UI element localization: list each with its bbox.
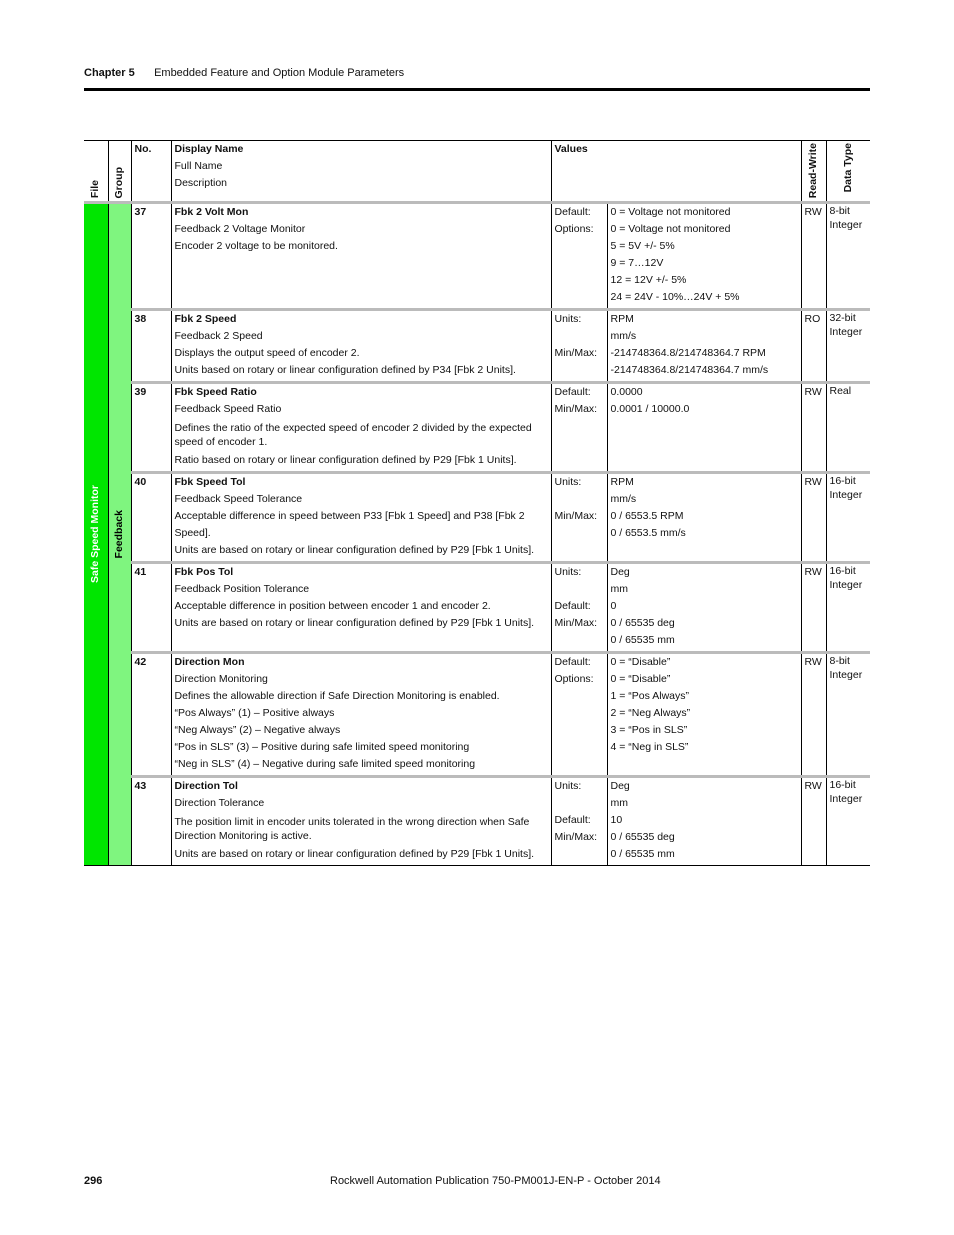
param-number: 40 — [131, 473, 171, 563]
value-item: 4 = “Neg in SLS” — [610, 741, 689, 753]
parameter-row — [84, 777, 870, 866]
file-cell — [84, 203, 108, 866]
param-description: Units are based on rotary or linear configuration defined by P29 [Fbk 1 Units]. — [174, 544, 535, 556]
param-description: Defines the ratio of the expected speed of encoder 2 divided by the expected speed of encoder 1. — [174, 422, 532, 448]
read-write-value: RW — [801, 653, 826, 777]
value-item: -214748364.8/214748364.7 RPM — [610, 347, 766, 359]
value-label: Default: — [554, 600, 591, 612]
read-write-value: RW — [801, 203, 826, 310]
page-number: 296 — [84, 1175, 103, 1187]
col-file-header: File — [84, 141, 108, 203]
col-read-write-header: Read-Write — [801, 141, 826, 203]
value-item: mm — [610, 797, 628, 809]
value-item: RPM — [610, 313, 634, 325]
value-label — [555, 705, 607, 722]
parameter-row — [84, 383, 870, 473]
read-write-value: RW — [801, 777, 826, 866]
param-description: Units are based on rotary or linear configuration defined by P29 [Fbk 1 Units]. — [174, 848, 535, 860]
value-label: Options: — [554, 223, 594, 235]
values-cell — [607, 473, 801, 563]
param-name-cell — [171, 310, 551, 383]
value-label: Units: — [554, 566, 582, 578]
data-type-cell — [826, 383, 870, 473]
value-label — [555, 722, 607, 739]
read-write-value: RW — [801, 473, 826, 563]
value-label: Min/Max: — [554, 510, 598, 522]
value-label: Units: — [554, 476, 582, 488]
chapter-title: Embedded Feature and Option Module Parameters — [154, 67, 405, 79]
value-labels-cell — [551, 383, 607, 473]
data-type-cell — [826, 310, 870, 383]
param-description: Units based on rotary or linear configuration defined by P34 [Fbk 2 Units]. — [174, 364, 516, 376]
values-cell — [607, 653, 801, 777]
param-name-cell — [171, 203, 551, 310]
value-label — [555, 739, 607, 756]
value-labels-cell — [551, 777, 607, 866]
value-item: 0 / 6553.5 RPM — [610, 510, 684, 522]
values-cell — [607, 383, 801, 473]
value-label: Min/Max: — [554, 347, 598, 359]
value-item: RPM — [610, 476, 634, 488]
value-labels-cell — [551, 653, 607, 777]
value-item: 0 / 6553.5 mm/s — [610, 527, 686, 539]
parameter-row — [84, 473, 870, 563]
values-cell — [607, 777, 801, 866]
data-type-value: Integer — [829, 489, 863, 501]
value-label — [555, 795, 607, 812]
value-label — [555, 525, 607, 542]
data-type-value: 16-bit — [829, 475, 856, 487]
value-item: mm/s — [610, 330, 637, 342]
param-full-name: Feedback 2 Voltage Monitor — [174, 223, 306, 235]
param-name-cell — [171, 383, 551, 473]
value-item: 2 = “Neg Always” — [610, 707, 691, 719]
param-description: “Neg Always” (2) – Negative always — [174, 724, 341, 736]
value-label: Units: — [554, 780, 582, 792]
table-header-row — [84, 141, 870, 203]
data-type-value: 32-bit — [829, 312, 856, 324]
value-label — [555, 255, 607, 272]
value-label — [555, 328, 607, 345]
value-item: 0 = Voltage not monitored — [610, 223, 731, 235]
value-label: Min/Max: — [554, 403, 598, 415]
header-rule — [84, 88, 870, 91]
param-full-name: Feedback Position Tolerance — [174, 583, 310, 595]
read-write-value: RW — [801, 563, 826, 653]
param-description: Acceptable difference in position between encoder 1 and encoder 2. — [174, 600, 491, 612]
data-type-value: 8-bit — [829, 205, 850, 217]
value-item: 0 / 65535 deg — [610, 831, 675, 843]
param-description: Defines the allowable direction if Safe Direction Monitoring is enabled. — [174, 690, 500, 702]
data-type-cell — [826, 473, 870, 563]
parameter-table — [84, 140, 870, 866]
param-display-name: Fbk Speed Ratio — [174, 386, 257, 398]
data-type-value: Integer — [829, 219, 863, 231]
col-data-type-header: Data Type — [826, 141, 870, 203]
value-item: 10 — [610, 814, 623, 826]
param-display-name: Direction Mon — [174, 656, 245, 668]
param-description: Encoder 2 voltage to be monitored. — [174, 240, 338, 252]
col-values-header: Values — [551, 141, 801, 203]
parameter-row — [84, 653, 870, 777]
parameter-row — [84, 563, 870, 653]
param-description: Units are based on rotary or linear configuration defined by P29 [Fbk 1 Units]. — [174, 617, 535, 629]
param-description: “Pos Always” (1) – Positive always — [174, 707, 335, 719]
param-display-name: Direction Tol — [174, 780, 238, 792]
param-display-name: Fbk 2 Speed — [174, 313, 237, 325]
chapter-label: Chapter 5 — [84, 67, 135, 79]
value-item: 1 = “Pos Always” — [610, 690, 689, 702]
read-write-value: RO — [801, 310, 826, 383]
value-label — [555, 581, 607, 598]
param-full-name: Feedback 2 Speed — [174, 330, 263, 342]
value-item: 0 / 65535 deg — [610, 617, 675, 629]
col-no-header: No. — [131, 141, 171, 203]
value-item: mm — [610, 583, 628, 595]
values-cell — [607, 310, 801, 383]
value-item: 0 — [610, 600, 617, 612]
data-type-cell — [826, 653, 870, 777]
value-label: Default: — [554, 386, 591, 398]
data-type-value: 8-bit — [829, 655, 850, 667]
data-type-value: 16-bit — [829, 565, 856, 577]
value-item: 0 = Voltage not monitored — [610, 206, 731, 218]
value-item: 0 / 65535 mm — [610, 848, 675, 860]
value-label — [555, 632, 607, 649]
parameter-row — [84, 310, 870, 383]
param-description: “Pos in SLS” (3) – Positive during safe limited speed monitoring — [174, 741, 470, 753]
param-description: The position limit in encoder units tolerated in the wrong direction when Safe Direction Monitoring is active. — [174, 816, 530, 842]
col-display-name-header: Display Name Full Name Description — [171, 141, 551, 203]
data-type-cell — [826, 563, 870, 653]
value-label — [555, 688, 607, 705]
group-cell — [108, 203, 131, 866]
value-label: Options: — [554, 673, 594, 685]
data-type-value: 16-bit — [829, 779, 856, 791]
param-name-cell — [171, 473, 551, 563]
group-label: Feedback — [113, 510, 125, 559]
value-label — [555, 238, 607, 255]
param-description: Acceptable difference in speed between P33 [Fbk 1 Speed] and P38 [Fbk 2 Speed]. — [174, 510, 525, 539]
data-type-cell — [826, 777, 870, 866]
param-name-cell — [171, 563, 551, 653]
data-type-value: Integer — [829, 669, 863, 681]
table-body — [84, 203, 870, 866]
publication-info: Rockwell Automation Publication 750-PM001J-EN-P - October 2014 — [330, 1175, 661, 1187]
value-item: 0.0000 — [610, 386, 643, 398]
value-labels-cell — [551, 203, 607, 310]
col-group-header: Group — [108, 141, 131, 203]
value-item: 0 / 65535 mm — [610, 634, 675, 646]
value-item: 9 = 7…12V — [610, 257, 664, 269]
param-name-cell — [171, 653, 551, 777]
data-type-value: Integer — [829, 326, 863, 338]
param-number: 43 — [131, 777, 171, 866]
param-display-name: Fbk Pos Tol — [174, 566, 234, 578]
param-number: 39 — [131, 383, 171, 473]
value-item: Deg — [610, 566, 630, 578]
value-item: 0 = “Disable” — [610, 656, 671, 668]
value-label: Min/Max: — [554, 617, 598, 629]
data-type-value: Real — [829, 385, 852, 397]
param-full-name: Direction Tolerance — [174, 797, 265, 809]
data-type-value: Integer — [829, 579, 863, 591]
param-number: 38 — [131, 310, 171, 383]
param-name-cell — [171, 777, 551, 866]
value-item: 0.0001 / 10000.0 — [610, 403, 690, 415]
file-label: Safe Speed Monitor — [89, 485, 102, 584]
param-full-name: Direction Monitoring — [174, 673, 268, 685]
value-item: 3 = “Pos in SLS” — [610, 724, 688, 736]
param-full-name: Feedback Speed Tolerance — [174, 493, 303, 505]
value-labels-cell — [551, 563, 607, 653]
value-item: Deg — [610, 780, 630, 792]
value-label: Default: — [554, 656, 591, 668]
value-labels-cell — [551, 310, 607, 383]
values-cell — [607, 203, 801, 310]
param-display-name: Fbk Speed Tol — [174, 476, 246, 488]
value-label: Default: — [554, 814, 591, 826]
page-header — [84, 67, 870, 79]
param-full-name: Feedback Speed Ratio — [174, 403, 282, 415]
data-type-cell — [826, 203, 870, 310]
value-item: 12 = 12V +/- 5% — [610, 274, 687, 286]
value-label: Min/Max: — [554, 831, 598, 843]
param-description: Ratio based on rotary or linear configuration defined by P29 [Fbk 1 Units]. — [174, 454, 517, 466]
value-label — [555, 491, 607, 508]
data-type-value: Integer — [829, 793, 863, 805]
value-labels-cell — [551, 473, 607, 563]
parameter-row — [84, 203, 870, 310]
value-label — [555, 362, 607, 379]
param-number: 37 — [131, 203, 171, 310]
param-display-name: Fbk 2 Volt Mon — [174, 206, 249, 218]
read-write-value: RW — [801, 383, 826, 473]
value-item: 24 = 24V - 10%…24V + 5% — [610, 291, 740, 303]
value-label — [555, 289, 607, 306]
values-cell — [607, 563, 801, 653]
value-label: Default: — [554, 206, 591, 218]
value-label — [555, 272, 607, 289]
param-number: 42 — [131, 653, 171, 777]
value-label: Units: — [554, 313, 582, 325]
param-description: Displays the output speed of encoder 2. — [174, 347, 360, 359]
param-number: 41 — [131, 563, 171, 653]
value-item: 5 = 5V +/- 5% — [610, 240, 675, 252]
value-item: 0 = “Disable” — [610, 673, 671, 685]
value-item: -214748364.8/214748364.7 mm/s — [610, 364, 769, 376]
param-description: “Neg in SLS” (4) – Negative during safe limited speed monitoring — [174, 758, 476, 770]
value-item: mm/s — [610, 493, 637, 505]
value-label — [555, 846, 607, 863]
